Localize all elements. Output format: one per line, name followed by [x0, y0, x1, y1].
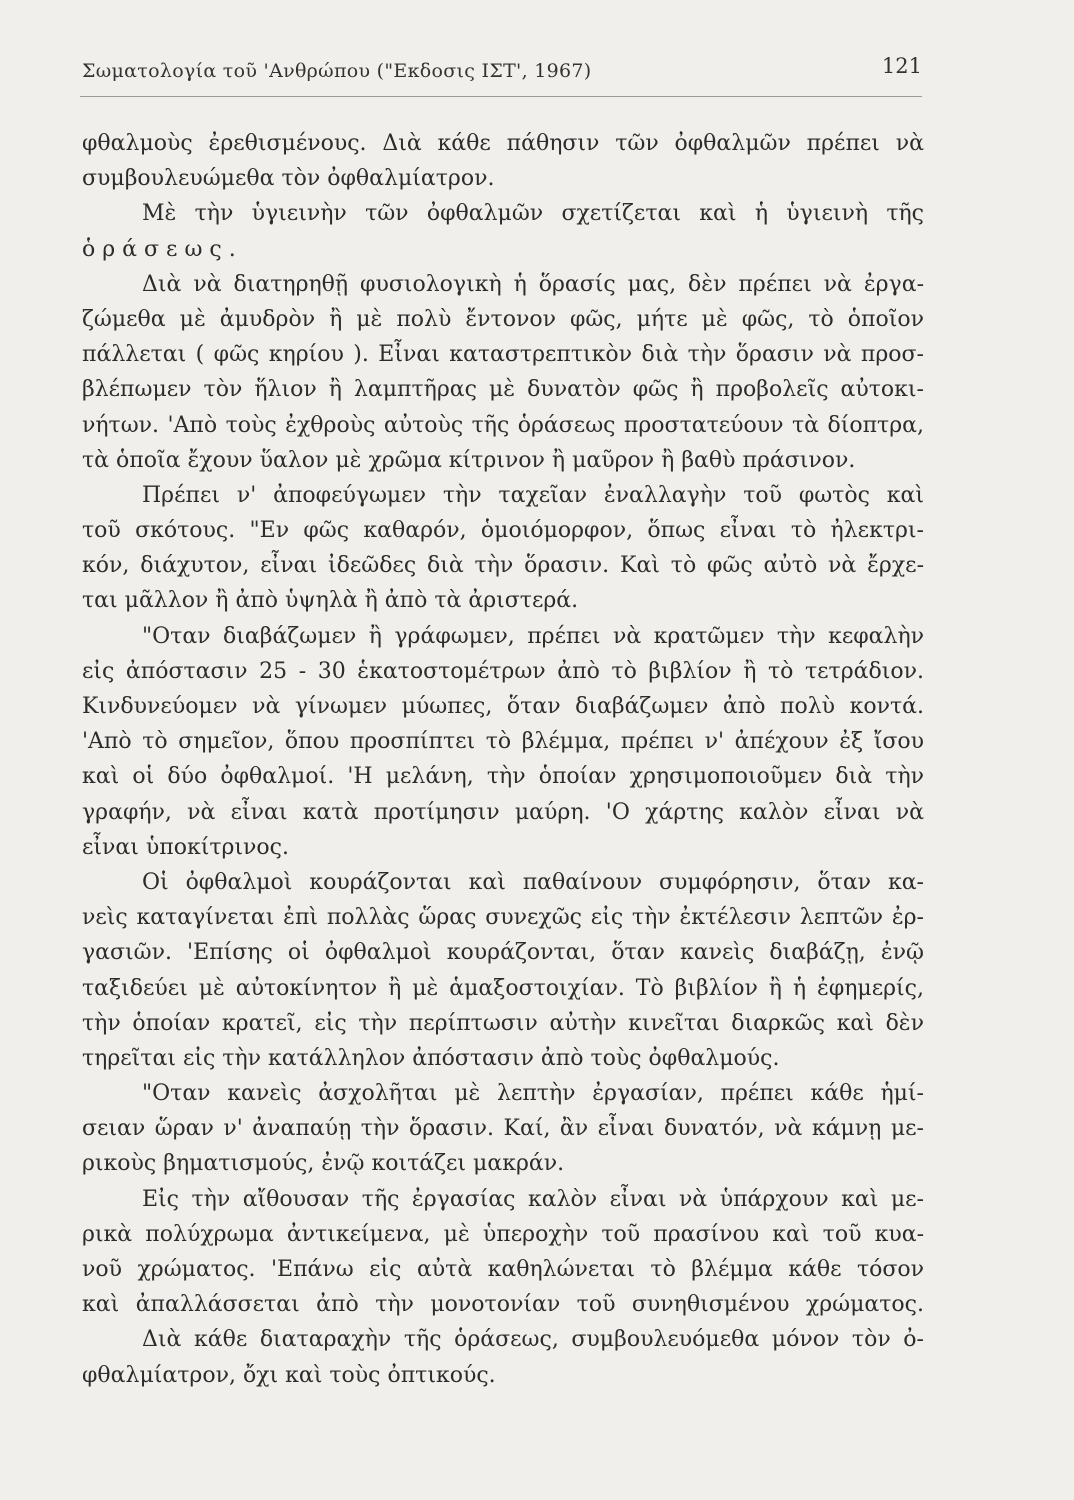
text-line: "Οταν διαβάζωμεν ἢ γράφωμεν, πρέπει νὰ κρατῶμεν τὴν κεφαλὴν [142, 623, 924, 649]
page-number: 121 [881, 54, 922, 78]
text-line: πάλλεται ( φῶς κηρίου ). Εἶναι καταστρεπτικὸν διὰ τὴν ὅρασιν νὰ προσ- [82, 342, 924, 368]
text-line: ταξιδεύει μὲ αὐτοκίνητον ἢ μὲ ἁμαξοστοιχίαν. Τὸ βιβλίον ἢ ἡ ἐφημερίς, [82, 975, 924, 1001]
text-line: Διὰ νὰ διατηρηθῇ φυσιολογικὴ ἡ ὅρασίς μας, δὲν πρέπει νὰ ἐργα- [142, 271, 924, 297]
text-line: Διὰ κάθε διαταραχὴν τῆς ὁράσεως, συμβουλευόμεθα μόνον τὸν ὀ- [142, 1327, 924, 1353]
text-line: τηρεῖται εἰς τὴν κατάλληλον ἀπόστασιν ἀπὸ τοὺς ὀφθαλμούς. [82, 1045, 780, 1071]
text-line: Μὲ τὴν ὑγιεινὴν τῶν ὀφθαλμῶν σχετίζεται καὶ ἡ ὑγιεινὴ τῆς [142, 201, 924, 227]
text-line: βλέπωμεν τὸν ἥλιον ἢ λαμπτῆρας μὲ δυνατὸν φῶς ἢ προβολεῖς αὐτοκι- [82, 377, 924, 403]
running-head: Σωματολογία τοῦ 'Ανθρώπου ("Εκδοσις ΙΣΤ', 1967) [82, 60, 592, 82]
text-line: καὶ οἱ δύο ὀφθαλμοί. 'Η μελάνη, τὴν ὁποίαν χρησιμοποιοῦμεν διὰ τὴν [82, 764, 924, 790]
text-line: ρικὰ πολύχρωμα ἀντικείμενα, μὲ ὑπεροχὴν τοῦ πρασίνου καὶ τοῦ κυα- [82, 1221, 924, 1247]
text-line: Οἱ ὀφθαλμοὶ κουράζονται καὶ παθαίνουν συμφόρησιν, ὅταν κα- [142, 869, 924, 895]
text-line: τὴν ὁποίαν κρατεῖ, εἰς τὴν περίπτωσιν αὐτὴν κινεῖται διαρκῶς καὶ δὲν [82, 1010, 924, 1036]
header-rule [80, 96, 922, 97]
text-line: φθαλμοὺς ἐρεθισμένους. Διὰ κάθε πάθησιν τῶν ὀφθαλμῶν πρέπει νὰ [82, 131, 924, 156]
text-line: Κινδυνεύομεν νὰ γίνωμεν μύωπες, ὅταν διαβάζωμεν ἀπὸ πολὺ κοντά. [82, 694, 924, 719]
text-line: ὁράσεως. [82, 236, 243, 262]
text-line: νήτων. 'Απὸ τοὺς ἐχθροὺς αὐτοὺς τῆς ὁράσεως προστατεύουν τὰ δίοπτρα, [82, 412, 924, 438]
text-line: τοῦ σκότους. "Εν φῶς καθαρόν, ὁμοιόμορφον, ὅπως εἶναι τὸ ἠλεκτρι- [82, 518, 924, 544]
text-line: εἰς ἀπόστασιν 25 - 30 ἑκατοστομέτρων ἀπὸ τὸ βιβλίον ἢ τὸ τετράδιον. [82, 658, 924, 684]
text-line: τὰ ὁποῖα ἔχουν ὕαλον μὲ χρῶμα κίτρινον ἢ μαῦρον ἢ βαθὺ πράσινον. [82, 447, 856, 473]
text-line: 'Απὸ τὸ σημεῖον, ὅπου προσπίπτει τὸ βλέμμα, πρέπει ν' ἀπέχουν ἐξ ἴσου [82, 729, 924, 755]
text-line: φθαλμίατρον, ὄχι καὶ τοὺς ὀπτικούς. [82, 1362, 496, 1388]
text-line: νοῦ χρώματος. 'Επάνω εἰς αὐτὰ καθηλώνεται τὸ βλέμμα κάθε τόσον [82, 1257, 924, 1282]
text-line: εἶναι ὑποκίτρινος. [82, 834, 289, 860]
text-line: σειαν ὥραν ν' ἀναπαύῃ τὴν ὅρασιν. Καί, ἂν εἶναι δυνατόν, νὰ κάμνῃ με- [82, 1116, 924, 1142]
text-line: ζώμεθα μὲ ἀμυδρὸν ἢ μὲ πολὺ ἔντονον φῶς, μήτε μὲ φῶς, τὸ ὁποῖον [82, 306, 924, 332]
text-line: Εἰς τὴν αἴθουσαν τῆς ἐργασίας καλὸν εἶναι νὰ ὑπάρχουν καὶ με- [142, 1186, 924, 1212]
text-line: γραφήν, νὰ εἶναι κατὰ προτίμησιν μαύρη. 'Ο χάρτης καλὸν εἶναι νὰ [82, 799, 924, 825]
text-line: Πρέπει ν' ἀποφεύγωμεν τὴν ταχεῖαν ἐναλλαγὴν τοῦ φωτὸς καὶ [142, 482, 924, 508]
text-line: ρικοὺς βηματισμούς, ἐνῷ κοιτάζει μακράν. [82, 1151, 565, 1177]
text-line: νεὶς καταγίνεται ἐπὶ πολλὰς ὥρας συνεχῶς εἰς τὴν ἐκτέλεσιν λεπτῶν ἐρ- [82, 905, 924, 931]
body-text [82, 126, 924, 1393]
text-line: καὶ ἀπαλλάσσεται ἀπὸ τὴν μονοτονίαν τοῦ συνηθισμένου χρώματος. [82, 1292, 924, 1318]
text-line: γασιῶν. 'Επίσης οἱ ὀφθαλμοὶ κουράζονται, ὅταν κανεὶς διαβάζῃ, ἐνῷ [82, 940, 924, 966]
text-line: ται μᾶλλον ἢ ἀπὸ ὑψηλὰ ἢ ἀπὸ τὰ ἀριστερά. [82, 588, 579, 614]
text-line: συμβουλευώμεθα τὸν ὀφθαλμίατρον. [82, 166, 495, 192]
text-line: κόν, διάχυτον, εἶναι ἰδεῶδες διὰ τὴν ὅρασιν. Καὶ τὸ φῶς αὐτὸ νὰ ἔρχε- [82, 553, 924, 579]
text-line: "Οταν κανεὶς ἀσχολῆται μὲ λεπτὴν ἐργασίαν, πρέπει κάθε ἡμί- [142, 1081, 924, 1107]
page-header [82, 54, 922, 96]
